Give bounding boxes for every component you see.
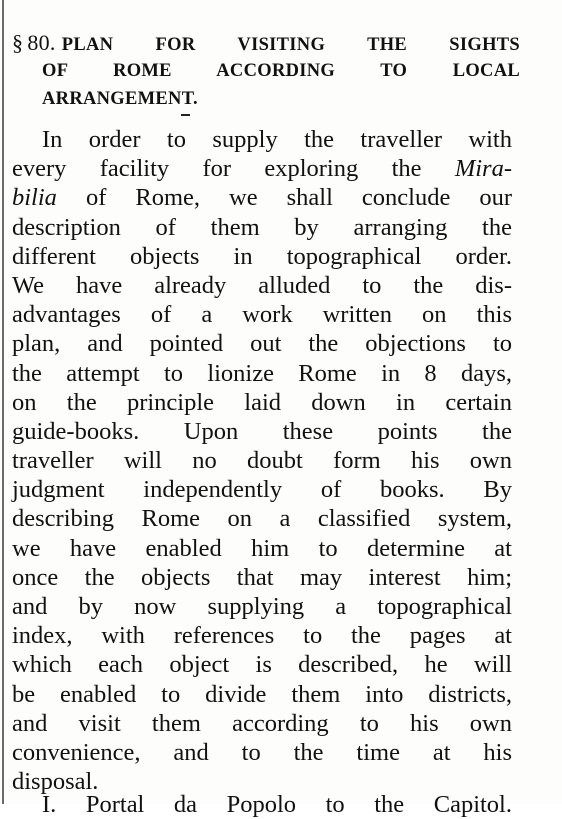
- paragraph-line: which each object is described, he will: [12, 651, 512, 679]
- paragraph-line: We have already alluded to the dis-: [12, 271, 512, 299]
- paragraph-line: convenience, and to the time at his: [12, 738, 512, 766]
- paragraph-line: on the principle laid down in certain: [12, 388, 512, 416]
- paragraph-line: index, with references to the pages at: [12, 622, 512, 650]
- paragraph-line: [12, 183, 512, 212]
- paragraph-line: different objects in topographical order.: [12, 242, 512, 270]
- paragraph-line: traveller will no doubt form his own: [12, 447, 512, 475]
- section-heading: [12, 29, 520, 113]
- section-number: 80.: [27, 30, 56, 55]
- paragraph-line-text: of Rome, we shall conclude our: [56, 184, 512, 212]
- paragraph-line: guide-books. Upon these points the: [12, 417, 512, 445]
- paragraph-line: [12, 154, 512, 183]
- heading-line-3: ARRANGEMENT.: [42, 89, 198, 109]
- page-edge-shadow: [2, 0, 4, 804]
- heading-line-1: [12, 29, 520, 57]
- paragraph-line-text: every facility for exploring the: [12, 155, 455, 183]
- next-paragraph-fragment: I. Portal da Popolo to the Capitol.: [42, 791, 512, 818]
- paragraph-line: plan, and pointed out the objections to: [12, 330, 512, 358]
- paragraph-line: In order to supply the traveller with: [42, 126, 512, 153]
- paragraph-line: and by now supplying a topographical: [12, 593, 512, 620]
- body-paragraph: [12, 125, 512, 796]
- paragraph-line: and visit them according to his own: [12, 709, 512, 737]
- paragraph-line: disposal.: [12, 768, 99, 796]
- paragraph-line: we have enabled him to determine at: [12, 534, 512, 562]
- paragraph-line: the attempt to lionize Rome in 8 days,: [12, 359, 512, 387]
- heading-rule: [181, 114, 190, 116]
- paragraph-line: description of them by arranging the: [12, 213, 512, 241]
- italic-mirabilia-end: bilia: [12, 184, 57, 212]
- paragraph-line: judgment independently of books. By: [12, 476, 512, 504]
- paragraph-line: be enabled to divide them into districts,: [12, 680, 512, 708]
- italic-mirabilia-start: Mira-: [454, 155, 512, 183]
- heading-title-part-1: PLAN FOR VISITING THE SIGHTS: [61, 35, 520, 55]
- paragraph-line: once the objects that may interest him;: [12, 563, 512, 591]
- paragraph-line: describing Rome on a classified system,: [12, 505, 512, 533]
- heading-line-2: OF ROME ACCORDING TO LOCAL: [42, 61, 520, 81]
- section-symbol: §: [12, 30, 24, 55]
- paragraph-line: advantages of a work written on this: [12, 301, 512, 329]
